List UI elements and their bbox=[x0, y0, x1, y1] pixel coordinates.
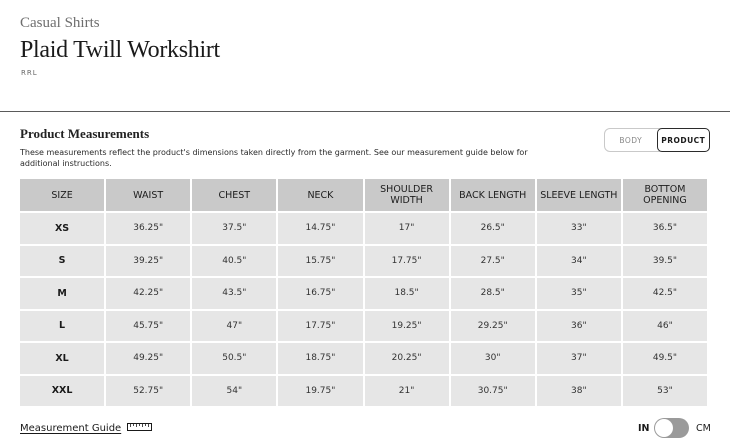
toggle-knob bbox=[655, 419, 673, 437]
table-cell: 36.5" bbox=[623, 213, 707, 244]
table-cell: 39.25" bbox=[106, 246, 190, 277]
table-cell: 53" bbox=[623, 376, 707, 407]
table-cell: 26.5" bbox=[451, 213, 535, 244]
measurements-description: These measurements reflect the product's dimensions taken directly from the garment. See our measurement guide below for additional instructions. bbox=[20, 148, 528, 168]
product-view-button[interactable]: PRODUCT bbox=[657, 128, 711, 152]
table-cell: 14.75" bbox=[278, 213, 362, 244]
table-cell: 33" bbox=[537, 213, 621, 244]
table-cell: 29.25" bbox=[451, 311, 535, 342]
column-header: BOTTOM OPENING bbox=[623, 179, 707, 211]
table-cell: 49.25" bbox=[106, 343, 190, 374]
table-row bbox=[20, 278, 707, 309]
table-cell: 28.5" bbox=[451, 278, 535, 309]
table-cell: 37" bbox=[537, 343, 621, 374]
measurement-guide-label: Measurement Guide bbox=[20, 422, 122, 434]
unit-toggle-switch[interactable] bbox=[654, 418, 689, 438]
table-cell: 47" bbox=[192, 311, 276, 342]
table-cell: 17.75" bbox=[278, 311, 362, 342]
size-cell: XXL bbox=[20, 376, 104, 407]
product-title: Plaid Twill Workshirt bbox=[20, 37, 220, 63]
table-cell: 43.5" bbox=[192, 278, 276, 309]
column-header: SIZE bbox=[20, 179, 104, 211]
table-cell: 15.75" bbox=[278, 246, 362, 277]
table-cell: 42.5" bbox=[623, 278, 707, 309]
table-row bbox=[20, 376, 707, 407]
table-cell: 38" bbox=[537, 376, 621, 407]
table-cell: 19.75" bbox=[278, 376, 362, 407]
size-cell: M bbox=[20, 278, 104, 309]
column-header: BACK LENGTH bbox=[451, 179, 535, 211]
table-cell: 45.75" bbox=[106, 311, 190, 342]
table-cell: 36" bbox=[537, 311, 621, 342]
unit-label-in: IN bbox=[638, 423, 650, 434]
table-cell: 37.5" bbox=[192, 213, 276, 244]
table-cell: 16.75" bbox=[278, 278, 362, 309]
brand-label: RRL bbox=[21, 69, 38, 77]
table-cell: 27.5" bbox=[451, 246, 535, 277]
table-row bbox=[20, 343, 707, 374]
ruler-icon bbox=[127, 421, 153, 435]
measurement-guide-link[interactable] bbox=[20, 421, 153, 435]
table-cell: 19.25" bbox=[365, 311, 449, 342]
table-cell: 34" bbox=[537, 246, 621, 277]
table-cell: 35" bbox=[537, 278, 621, 309]
column-header: WAIST bbox=[106, 179, 190, 211]
table-cell: 40.5" bbox=[192, 246, 276, 277]
table-cell: 39.5" bbox=[623, 246, 707, 277]
size-cell: XS bbox=[20, 213, 104, 244]
table-row bbox=[20, 213, 707, 244]
table-cell: 18.5" bbox=[365, 278, 449, 309]
table-row bbox=[20, 311, 707, 342]
table-header-row bbox=[20, 179, 707, 211]
section-divider bbox=[0, 111, 730, 112]
table-cell: 54" bbox=[192, 376, 276, 407]
table-cell: 21" bbox=[365, 376, 449, 407]
table-cell: 36.25" bbox=[106, 213, 190, 244]
column-header: SLEEVE LENGTH bbox=[537, 179, 621, 211]
measurements-table bbox=[18, 177, 709, 408]
table-cell: 20.25" bbox=[365, 343, 449, 374]
table-row bbox=[20, 246, 707, 277]
table-cell: 30" bbox=[451, 343, 535, 374]
body-view-button[interactable]: BODY bbox=[619, 135, 643, 145]
breadcrumb-category[interactable]: Casual Shirts bbox=[20, 15, 100, 31]
size-cell: XL bbox=[20, 343, 104, 374]
column-header: SHOULDER WIDTH bbox=[365, 179, 449, 211]
table-cell: 18.75" bbox=[278, 343, 362, 374]
table-cell: 46" bbox=[623, 311, 707, 342]
table-cell: 42.25" bbox=[106, 278, 190, 309]
table-cell: 49.5" bbox=[623, 343, 707, 374]
unit-label-cm: CM bbox=[696, 423, 711, 434]
table-cell: 52.75" bbox=[106, 376, 190, 407]
table-cell: 50.5" bbox=[192, 343, 276, 374]
size-cell: S bbox=[20, 246, 104, 277]
table-cell: 30.75" bbox=[451, 376, 535, 407]
table-cell: 17" bbox=[365, 213, 449, 244]
size-cell: L bbox=[20, 311, 104, 342]
column-header: CHEST bbox=[192, 179, 276, 211]
measurements-heading: Product Measurements bbox=[20, 126, 150, 141]
column-header: NECK bbox=[278, 179, 362, 211]
measurement-view-toggle bbox=[604, 128, 710, 152]
table-cell: 17.75" bbox=[365, 246, 449, 277]
